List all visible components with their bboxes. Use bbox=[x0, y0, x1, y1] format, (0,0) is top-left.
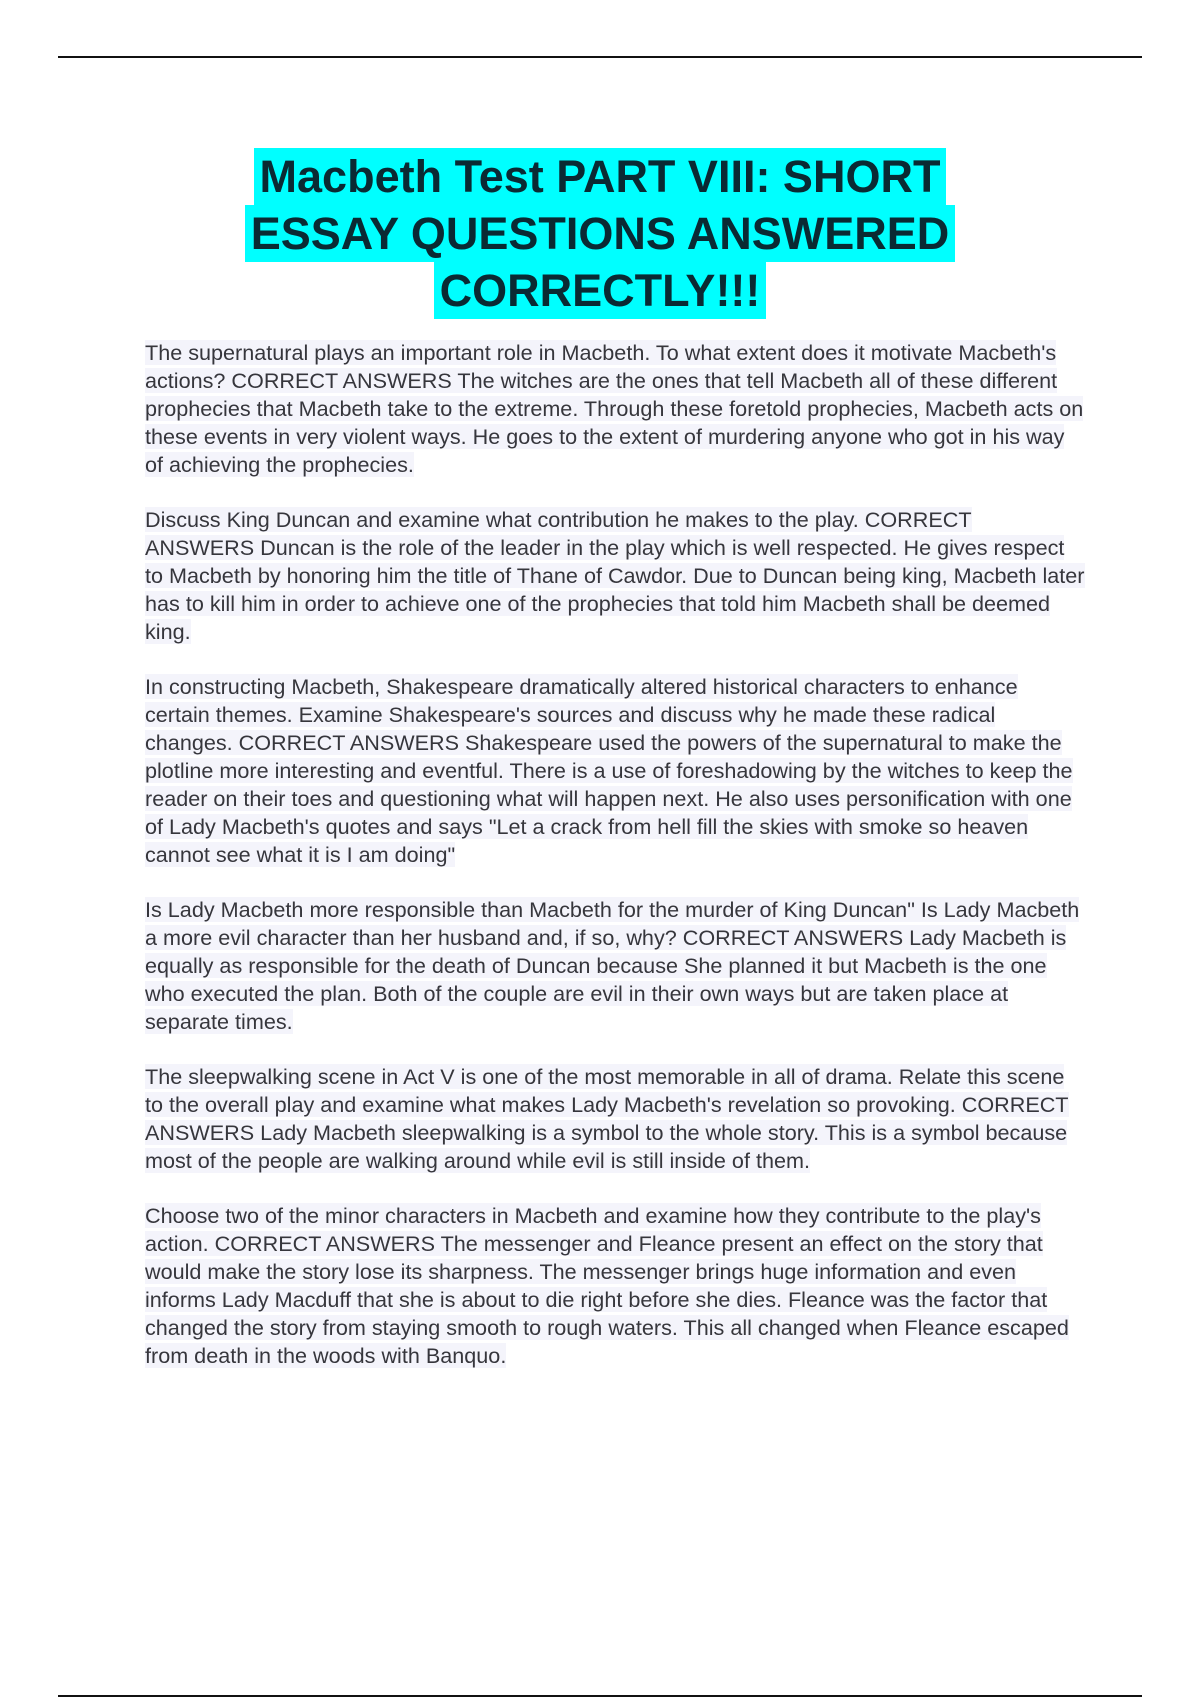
qa-entry-1 bbox=[145, 339, 1085, 479]
title-line-2: ESSAY QUESTIONS ANSWERED bbox=[245, 205, 956, 262]
qa-entry-text: The sleepwalking scene in Act V is one of the most memorable in all of drama. Relate this scene to the overall play and examine what makes Lady Macbeth's revelation so provoking. CORRECT ANSWERS Lady Macbeth sleepwalking is a symbol to the whole story. This is a symbol because most of the people are walking around while evil is still inside of them. bbox=[145, 1064, 1069, 1173]
qa-entry-3 bbox=[145, 673, 1085, 869]
qa-entry-text: Discuss King Duncan and examine what contribution he makes to the play. CORRECT ANSWERS Duncan is the role of the leader in the play which is well respected. He gives respect to Macbeth by honoring him the title of Thane of Cawdor. Due to Duncan being king, Macbeth later has to kill him in order to achieve one of the prophecies that told him Macbeth shall be deemed king. bbox=[145, 507, 1085, 644]
title-line-1: Macbeth Test PART VIII: SHORT bbox=[254, 148, 947, 205]
qa-entry-2 bbox=[145, 506, 1085, 646]
header-rule bbox=[58, 56, 1142, 58]
qa-entry-6 bbox=[145, 1202, 1085, 1370]
title-line-3: CORRECTLY!!! bbox=[434, 262, 767, 319]
qa-entry-text: Is Lady Macbeth more responsible than Macbeth for the murder of King Duncan" Is Lady Macbeth a more evil character than her husband and, if so, why? CORRECT ANSWERS Lady Macbeth is equally as responsible for the death of Duncan because She planned it but Macbeth is the one who executed the plan. Both of the couple are evil in their own ways but are taken place at separate times. bbox=[145, 897, 1080, 1034]
qa-entry-text: Choose two of the minor characters in Macbeth and examine how they contribute to the play's action. CORRECT ANSWERS The messenger and Fleance present an effect on the story that would make the story lose its sharpness. The messenger brings huge information and even informs Lady Macduff that she is about to die right before she dies. Fleance was the factor that changed the story from staying smooth to rough waters. This all changed when Fleance escaped from death in the woods with Banquo. bbox=[145, 1203, 1069, 1368]
qa-entry-4 bbox=[145, 896, 1085, 1036]
document-body bbox=[145, 339, 1085, 1397]
document-title bbox=[150, 148, 1050, 319]
qa-entry-text: The supernatural plays an important role in Macbeth. To what extent does it motivate Macbeth's actions? CORRECT ANSWERS The witches are the ones that tell Macbeth all of these different prophecies that Macbeth take to the extreme. Through these foretold prophecies, Macbeth acts on these events in very violent ways. He goes to the extent of murdering anyone who got in his way of achieving the prophecies. bbox=[145, 340, 1084, 477]
qa-entry-text: In constructing Macbeth, Shakespeare dramatically altered historical characters to enhance certain themes. Examine Shakespeare's sources and discuss why he made these radical changes. CORRECT ANSWERS Shakespeare used the powers of the supernatural to make the plotline more interesting and eventful. There is a use of foreshadowing by the witches to keep the reader on their toes and questioning what will happen next. He also uses personification with one of Lady Macbeth's quotes and says "Let a crack from hell fill the skies with smoke so heaven cannot see what it is I am doing" bbox=[145, 674, 1073, 867]
qa-entry-5 bbox=[145, 1063, 1085, 1175]
footer-rule bbox=[58, 1695, 1142, 1697]
